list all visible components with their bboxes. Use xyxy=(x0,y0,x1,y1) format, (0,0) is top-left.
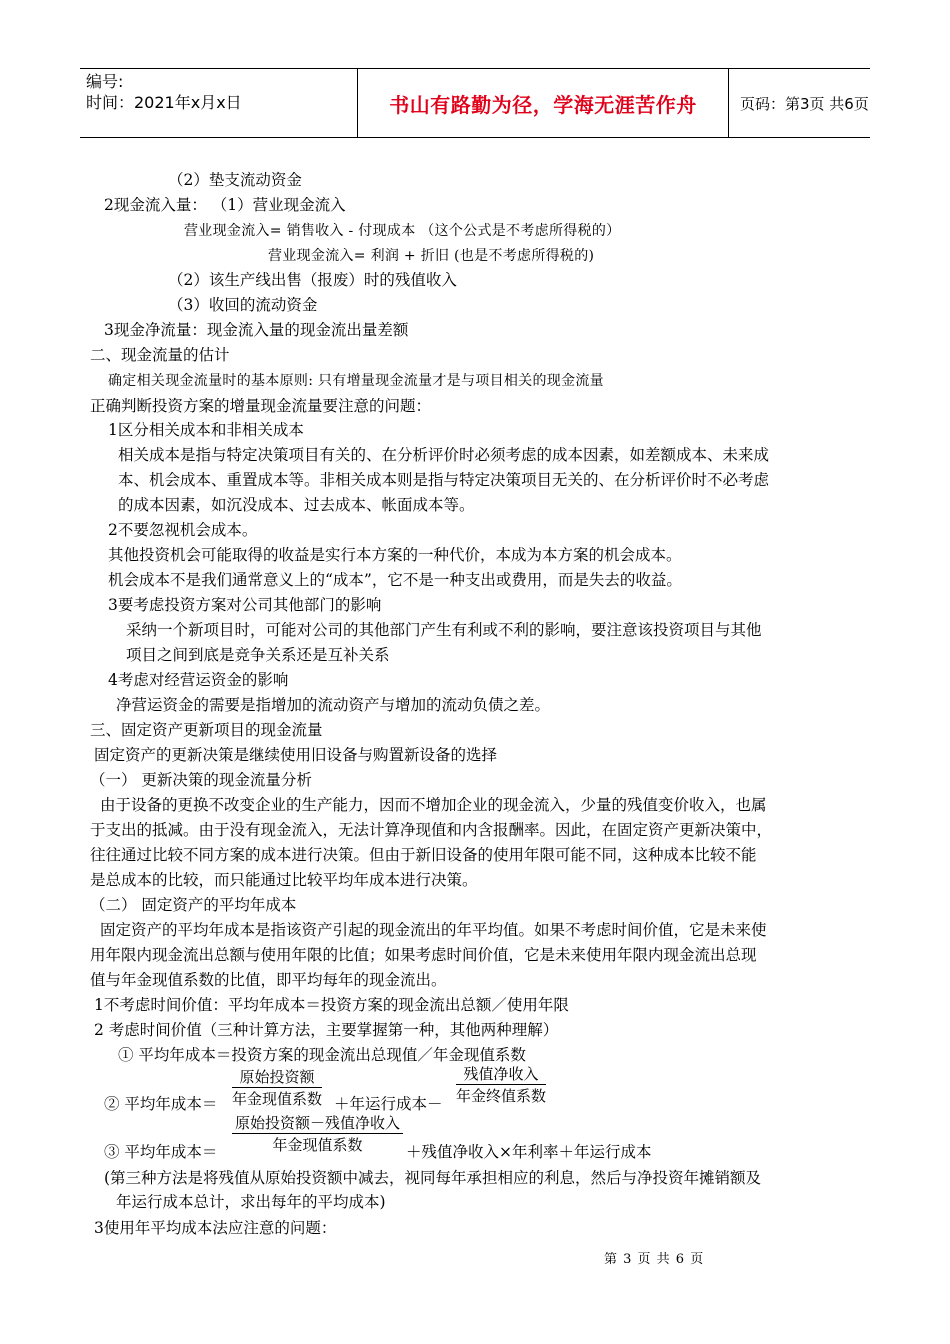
section-heading: 二、现金流量的估计 xyxy=(90,346,230,364)
page-footer: 第 3 页 共 6 页 xyxy=(604,1252,705,1267)
text-line: 项目之间到底是竞争关系还是互补关系 xyxy=(126,646,390,664)
text-line: 机会成本不是我们通常意义上的“成本”，它不是一种支出或费用，而是失去的收益。 xyxy=(108,571,682,589)
formula3-fraction xyxy=(232,1112,403,1155)
text-line: 3要考虑投资方案对公司其他部门的影响 xyxy=(108,596,382,614)
formula2-fraction1-numerator: 原始投资额 xyxy=(232,1066,322,1088)
text-line: 净营运资金的需要是指增加的流动资产与增加的流动负债之差。 xyxy=(116,696,551,714)
header-page-info: 页码：第3页 共6页 xyxy=(740,94,869,113)
formula2-fraction1-denominator: 年金现值系数 xyxy=(232,1090,323,1108)
text-line: 采纳一个新项目时，可能对公司的其他部门产生有利或不利的影响，要注意该投资项目与其他 xyxy=(126,621,762,639)
text-line: ① 平均年成本＝投资方案的现金流出总现值／年金现值系数 xyxy=(118,1046,526,1064)
text-line: 确定相关现金流量时的基本原则: 只有增量现金流量才是与项目相关的现金流量 xyxy=(108,373,604,389)
text-line: 2不要忽视机会成本。 xyxy=(108,521,258,539)
text-line: 3现金净流量：现金流入量的现金流出量差额 xyxy=(104,321,409,339)
text-line: 营业现金流入= 利润 + 折旧 (也是不考虑所得税的) xyxy=(268,248,595,264)
header-number-label: 编号: xyxy=(86,72,124,91)
text-line: 的成本因素，如沉没成本、过去成本、帐面成本等。 xyxy=(118,496,475,514)
text-line: 用年限内现金流出总额与使用年限的比值；如果考虑时间价值，它是未来使用年限内现金流出总现 xyxy=(90,946,757,964)
text-line: 其他投资机会可能取得的收益是实行本方案的一种代价，本成为本方案的机会成本。 xyxy=(108,546,682,564)
formula3-fraction-numerator: 原始投资额－残值净收入 xyxy=(232,1112,403,1134)
header-meta xyxy=(86,71,278,113)
text-line: 于支出的抵减。由于没有现金流入，无法计算净现值和内含报酬率。因此，在固定资产更新决策中， xyxy=(90,821,773,839)
text-line: 1区分相关成本和非相关成本 xyxy=(108,421,304,439)
text-line: （2）该生产线出售（报废）时的残值收入 xyxy=(168,271,457,289)
text-line: （2）垫支流动资金 xyxy=(168,171,302,189)
formula2-fraction2 xyxy=(456,1063,546,1106)
header-time-label: 时间：2021年x月x日 xyxy=(86,93,242,112)
formula3-prefix: ③ 平均年成本＝ xyxy=(104,1143,218,1161)
text-line: 4考虑对经营运资金的影响 xyxy=(108,671,289,689)
text-line: 3使用年平均成本法应注意的问题： xyxy=(94,1219,337,1237)
text-line: 营业现金流入= 销售收入 - 付现成本 （这个公式是不考虑所得税的） xyxy=(184,223,621,239)
text-line: 正确判断投资方案的增量现金流量要注意的问题： xyxy=(90,397,432,415)
page-header xyxy=(80,68,870,138)
text-line: （二） 固定资产的平均年成本 xyxy=(90,896,297,914)
section-heading: 三、固定资产更新项目的现金流量 xyxy=(90,721,323,739)
text-line: 值与年金现值系数的比值，即平均每年的现金流出。 xyxy=(90,971,447,989)
formula2-middle: ＋年运行成本－ xyxy=(334,1095,443,1113)
text-line: 1不考虑时间价值：平均年成本＝投资方案的现金流出总额／使用年限 xyxy=(94,996,569,1014)
formula2-fraction2-numerator: 残值净收入 xyxy=(456,1063,546,1085)
text-line: 固定资产的更新决策是继续使用旧设备与购置新设备的选择 xyxy=(94,746,498,764)
formula2-fraction1 xyxy=(232,1066,322,1109)
formula3-suffix: ＋残值净收入×年利率＋年运行成本 xyxy=(406,1143,652,1161)
text-line: 固定资产的平均年成本是指该资产引起的现金流出的年平均值。如果不考虑时间价值，它是未来使 xyxy=(100,921,767,939)
text-line: 年运行成本总计，求出每年的平均成本) xyxy=(116,1193,386,1211)
formula2-fraction2-denominator: 年金终值系数 xyxy=(456,1087,547,1105)
formula3-fraction-denominator: 年金现值系数 xyxy=(272,1136,363,1154)
formula2-prefix: ② 平均年成本＝ xyxy=(104,1095,218,1113)
text-line: 2现金流入量： （1）营业现金流入 xyxy=(104,196,346,214)
text-line: （3）收回的流动资金 xyxy=(168,296,318,314)
header-slogan: 书山有路勤为径，学海无涯苦作舟 xyxy=(357,69,729,137)
text-line: 本、机会成本、重置成本等。非相关成本则是指与特定决策项目无关的、在分析评价时不必考虑 xyxy=(118,471,770,489)
text-line: (第三种方法是将残值从原始投资额中减去，视同每年承担相应的利息，然后与净投资年摊销额及 xyxy=(104,1169,762,1187)
text-line: 由于设备的更换不改变企业的生产能力，因而不增加企业的现金流入，少量的残值变价收入，也属 xyxy=(100,796,767,814)
text-line: 2 考虑时间价值（三种计算方法，主要掌握第一种，其他两种理解） xyxy=(94,1021,559,1039)
text-line: 是总成本的比较，而只能通过比较平均年成本进行决策。 xyxy=(90,871,478,889)
text-line: （一） 更新决策的现金流量分析 xyxy=(90,771,312,789)
text-line: 相关成本是指与特定决策项目有关的、在分析评价时必须考虑的成本因素，如差额成本、未来成 xyxy=(118,446,770,464)
text-line: 往往通过比较不同方案的成本进行决策。但由于新旧设备的使用年限可能不同，这种成本比较不能 xyxy=(90,846,757,864)
